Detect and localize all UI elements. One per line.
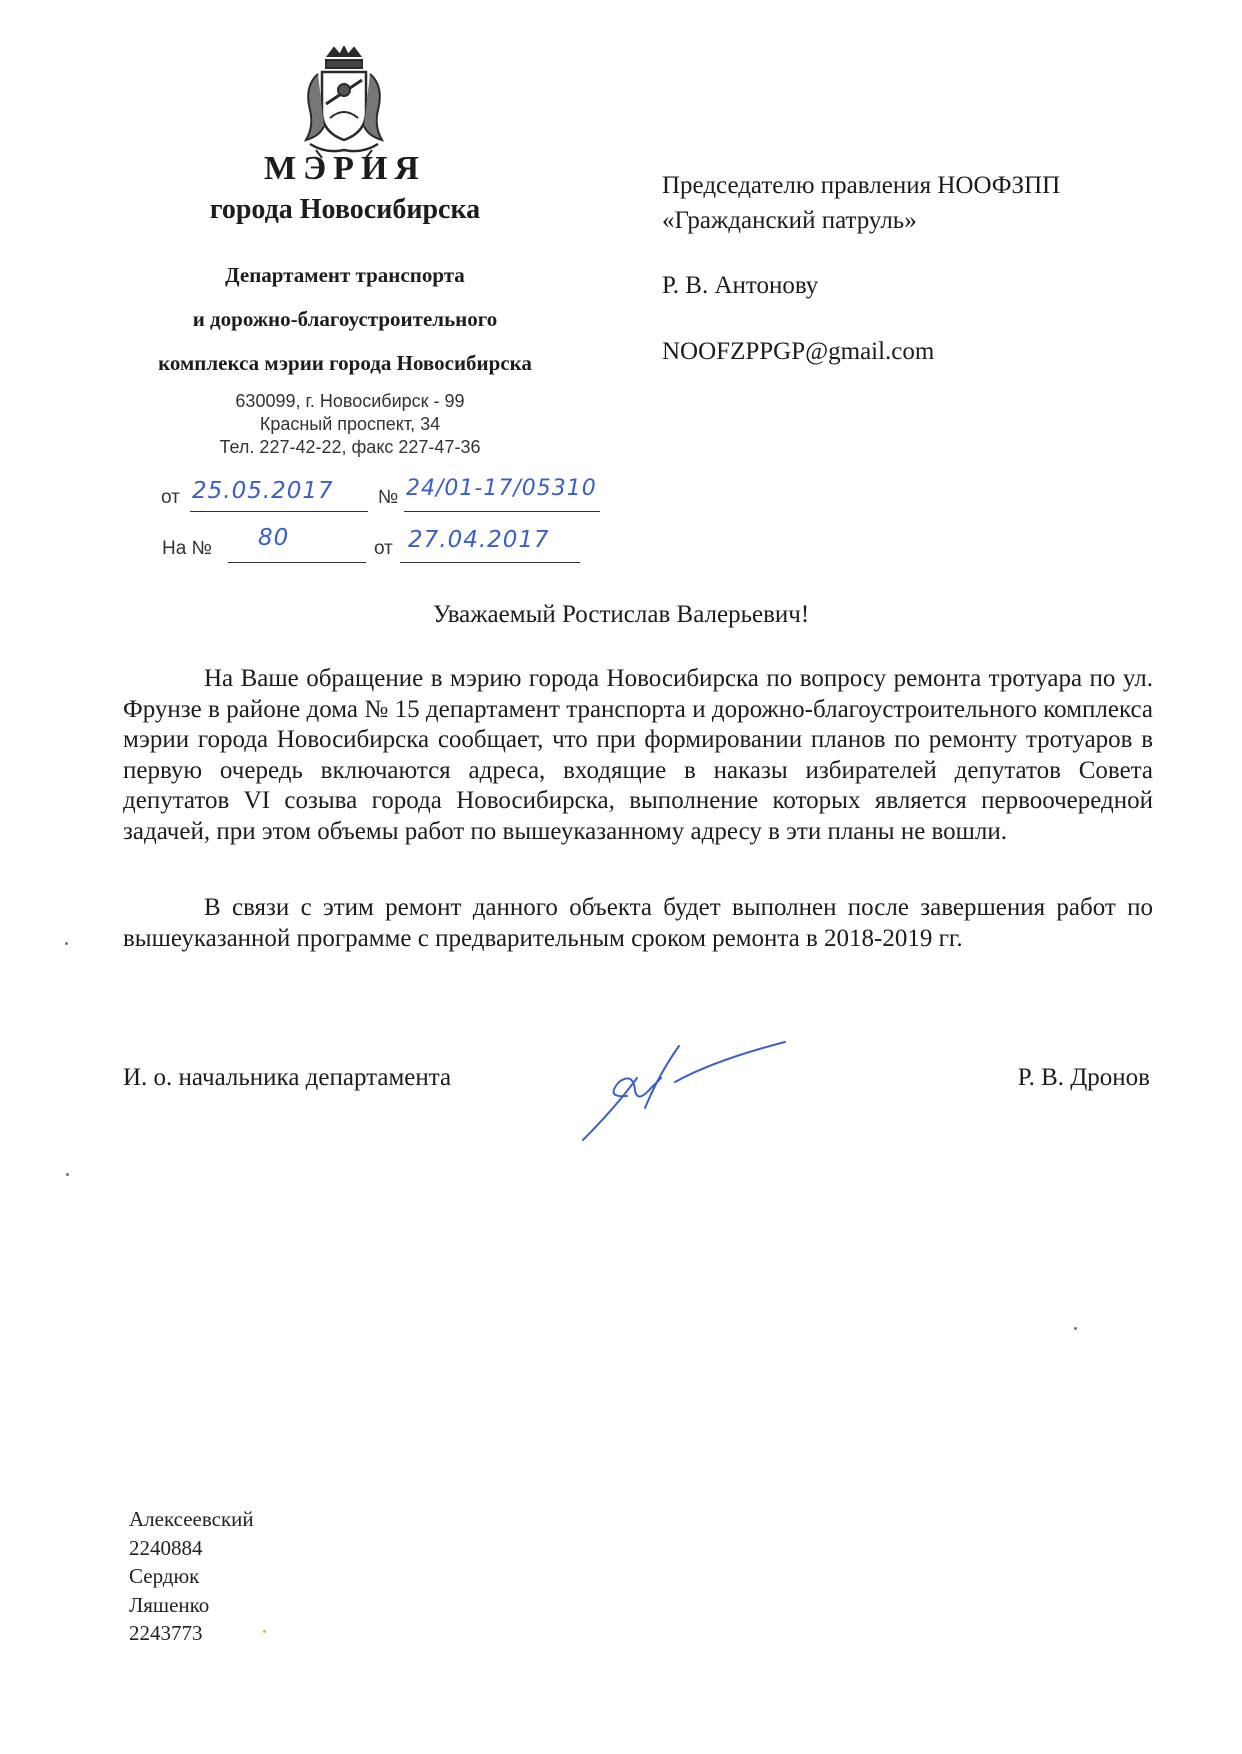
address-line-2: Красный проспект, 34: [259, 414, 441, 434]
in-reply-date: 27.04.2017: [408, 527, 550, 553]
executor-name: Сердюк: [129, 1564, 200, 1588]
mayor-office-city: города Новосибирска: [209, 194, 481, 225]
handwritten-signature: [575, 1038, 825, 1148]
department-line-3: комплекса мэрии города Новосибирска: [158, 351, 532, 375]
department-line-1: Департамент транспорта: [225, 263, 465, 287]
coat-of-arms-icon: [296, 46, 392, 162]
salutation: Уважаемый Ростислав Валерьевич!: [432, 601, 810, 628]
date-label: от: [161, 487, 180, 508]
outgoing-date: 25.05.2017: [192, 478, 334, 504]
in-reply-from-label: от: [374, 538, 393, 559]
executor-name: Ляшенко: [129, 1592, 210, 1617]
addressee-email: NOOFZPPGP@gmail.com: [662, 338, 935, 365]
executor-phone: 2243773: [129, 1621, 203, 1645]
addressee-position: Председателю правления НООФЗПП: [662, 172, 1061, 199]
in-reply-label: На №: [162, 538, 212, 559]
department-line-2: и дорожно-благоустроительного: [192, 307, 498, 331]
executors-block: [129, 1505, 254, 1648]
body-paragraph-2: В связи с этим ремонт данного объекта будет выполнен после завершения работ по вышеуказанной программе с предварительным сроком ремонта в 2018-2019 гг.: [123, 894, 1153, 952]
executor-name: Алексеевский: [129, 1507, 254, 1531]
signatory-name: Р. В. Дронов: [1017, 1064, 1150, 1091]
in-reply-number: 80: [258, 525, 290, 551]
executor-phone: 2240884: [129, 1535, 203, 1560]
addressee-organization: «Гражданский патруль»: [662, 207, 917, 234]
addressee-name: Р. В. Антонову: [662, 272, 819, 299]
body-paragraph-1: На Ваше обращение в мэрию города Новосибирска по вопросу ремонта тротуара по ул. Фрунзе в районе дома № 15 департамент транспорта и дорожно-благоустроительного комплекса мэрии города Новосибирска сообщает, что при формировании планов по ремонту тротуаров в первую очередь включаются адреса, входящие в наказы избирателей депутатов Совета депутатов VI созыва города Новосибирска, выполнение которых является первоочередной задачей, при этом объемы работ по вышеуказанному адресу в эти планы не вошли.: [123, 665, 1153, 845]
signatory-position: И. о. начальника департамента: [123, 1064, 452, 1091]
mayor-office-title: МЭРИЯ: [264, 150, 426, 187]
address-line-1: 630099, г. Новосибирск - 99: [235, 391, 465, 411]
number-label: №: [378, 487, 399, 508]
outgoing-number: 24/01-17/05310: [406, 476, 597, 501]
address-line-3: Тел. 227-42-22, факс 227-47-36: [219, 437, 481, 457]
